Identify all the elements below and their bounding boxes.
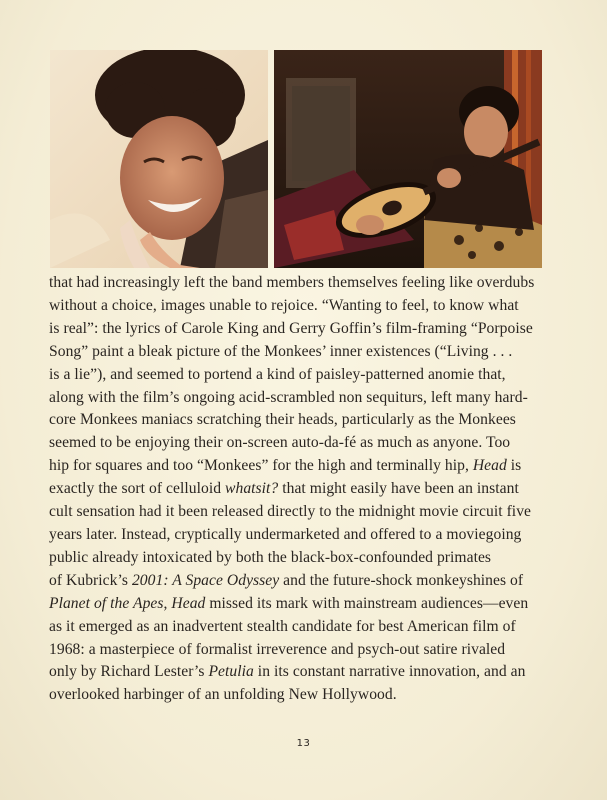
photo-smiling-man-image (50, 50, 268, 268)
text-line: of Kubrick’s 2001: A Space Odyssey and the future-shock monkeyshines of (49, 571, 524, 589)
text-line: seemed to be enjoying their on-screen auto-da-fé as much as anyone. Too (49, 434, 511, 452)
text-line: years later. Instead, cryptically undermarketed and offered to a moviegoing (49, 525, 522, 543)
text-line: is a lie”), and seemed to portend a kind of paisley-patterned anomie that, (49, 365, 506, 383)
text-line: is real”: the lyrics of Carole King and Gerry Goffin’s film-framing “Porpoise (49, 319, 533, 337)
text-line: without a choice, images unable to rejoice. “Wanting to feel, to know what (49, 296, 519, 314)
body-paragraph (49, 272, 547, 707)
photo-guitar-player (274, 50, 542, 268)
text-line: core Monkees maniacs scratching their heads, particularly as the Monkees (49, 411, 516, 429)
text-line: hip for squares and too “Monkees” for the high and terminally hip, Head is (49, 457, 522, 475)
page-number: 13 (296, 738, 311, 749)
text-line: only by Richard Lester’s Petulia in its constant narrative innovation, and an (49, 663, 526, 681)
text-line: public already intoxicated by both the black-box-confounded primates (49, 548, 492, 566)
text-line: exactly the sort of celluloid whatsit? that might easily have been an instant (49, 480, 519, 498)
text-line: that had increasingly left the band members themselves feeling like overdubs (49, 274, 535, 291)
text-line: 1968: a masterpiece of formalist irreverence and psych-out satire rivaled (49, 640, 506, 658)
text-line: Song” paint a bleak picture of the Monkees’ inner existences (“Living . . . (49, 342, 513, 360)
text-line: Planet of the Apes, Head missed its mark with mainstream audiences—even (49, 594, 529, 612)
text-line: as it emerged as an inadvertent stealth candidate for best American film of (49, 617, 516, 635)
photo-smiling-man (50, 50, 268, 268)
text-line: cult sensation had it been released directly to the midnight movie circuit five (49, 503, 532, 521)
text-line: overlooked harbinger of an unfolding New Hollywood. (49, 686, 397, 704)
photo-guitar-player-image (274, 50, 542, 268)
text-line: along with the film’s ongoing acid-scrambled non sequiturs, left many hard- (49, 388, 528, 406)
